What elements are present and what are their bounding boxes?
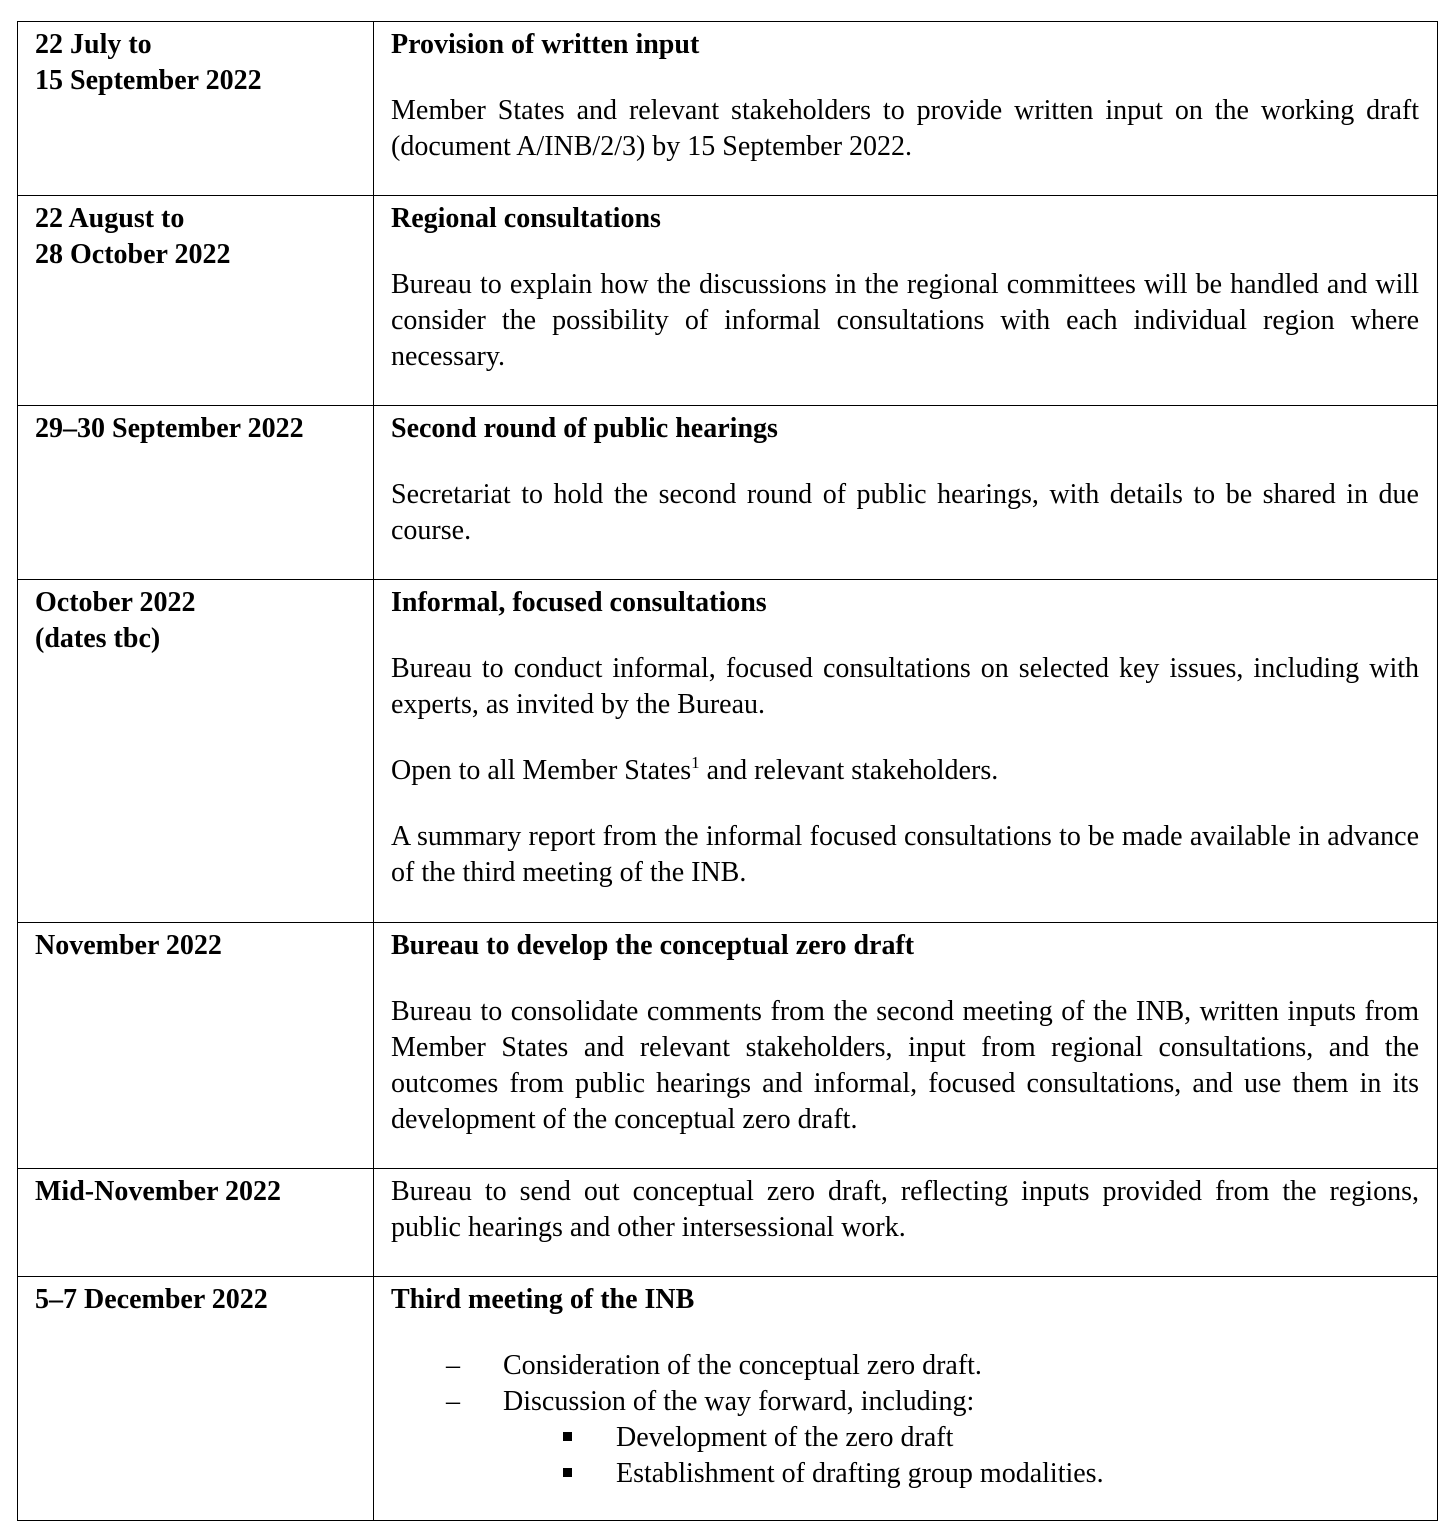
table-row (18, 196, 1438, 406)
description-cell (374, 406, 1438, 580)
table-row (18, 1277, 1438, 1521)
description-cell (374, 1169, 1438, 1277)
description-cell (374, 22, 1438, 196)
row-paragraph: A summary report from the informal focused consultations to be made available in advance of the third meeting of the INB. (391, 821, 1419, 888)
row-title: Second round of public hearings (391, 413, 778, 444)
bullet-list (391, 1348, 1419, 1492)
row-paragraph: Secretariat to hold the second round of public hearings, with details to be shared in due course. (391, 479, 1419, 546)
date-line: 5–7 December 2022 (35, 1284, 268, 1315)
description-cell (374, 580, 1438, 923)
table-row (18, 1169, 1438, 1277)
paragraph-text: and relevant stakeholders. (699, 755, 999, 786)
date-cell (18, 1277, 374, 1521)
row-title: Regional consultations (391, 203, 661, 234)
sub-bullet-item: Development of the zero draft (391, 1420, 1419, 1456)
footnote-ref[interactable]: 1 (691, 753, 700, 772)
date-line: 22 August to (35, 203, 185, 234)
date-line: (dates tbc) (35, 623, 161, 654)
row-paragraph: Member States and relevant stakeholders to provide written input on the working draft (document A/INB/2/3) by 15 September 2022. (391, 95, 1419, 162)
row-title: Third meeting of the INB (391, 1284, 695, 1315)
description-cell (374, 1277, 1438, 1521)
table-row (18, 580, 1438, 923)
date-line: Mid-November 2022 (35, 1176, 281, 1207)
date-line: 28 October 2022 (35, 239, 231, 270)
sub-bullet-item: Establishment of drafting group modalities. (391, 1456, 1419, 1492)
row-title: Bureau to develop the conceptual zero draft (391, 930, 915, 961)
date-cell (18, 923, 374, 1169)
bullet-item: – Discussion of the way forward, including: (391, 1384, 1419, 1420)
date-line: October 2022 (35, 587, 196, 618)
table-row (18, 406, 1438, 580)
date-cell (18, 580, 374, 923)
description-cell (374, 923, 1438, 1169)
row-paragraph (391, 753, 1419, 789)
description-cell (374, 196, 1438, 406)
date-line: 29–30 September 2022 (35, 413, 304, 444)
row-title: Provision of written input (391, 29, 700, 60)
date-cell (18, 196, 374, 406)
row-title: Informal, focused consultations (391, 587, 767, 618)
schedule-table (17, 21, 1438, 1521)
row-paragraph: Bureau to consolidate comments from the second meeting of the INB, written inputs from Member States and relevant stakeholders, input from regional consultations, and the outcomes from public hearings and informal, focused consultations, and use them in its development of the conceptual zero draft. (391, 996, 1419, 1135)
date-cell (18, 406, 374, 580)
row-paragraph: Bureau to conduct informal, focused consultations on selected key issues, including with experts, as invited by the Bureau. (391, 653, 1419, 720)
date-line: November 2022 (35, 930, 222, 961)
table-row (18, 22, 1438, 196)
bullet-item: – Consideration of the conceptual zero draft. (391, 1348, 1419, 1384)
date-cell (18, 1169, 374, 1277)
date-line: 22 July to (35, 29, 152, 60)
paragraph-text: Open to all Member States (391, 755, 692, 786)
row-paragraph: Bureau to send out conceptual zero draft, reflecting inputs provided from the regions, public hearings and other intersessional work. (391, 1176, 1419, 1243)
row-paragraph: Bureau to explain how the discussions in the regional committees will be handled and will consider the possibility of informal consultations with each individual region where necessary. (391, 269, 1419, 372)
date-line: 15 September 2022 (35, 65, 262, 96)
table-row (18, 923, 1438, 1169)
date-cell (18, 22, 374, 196)
